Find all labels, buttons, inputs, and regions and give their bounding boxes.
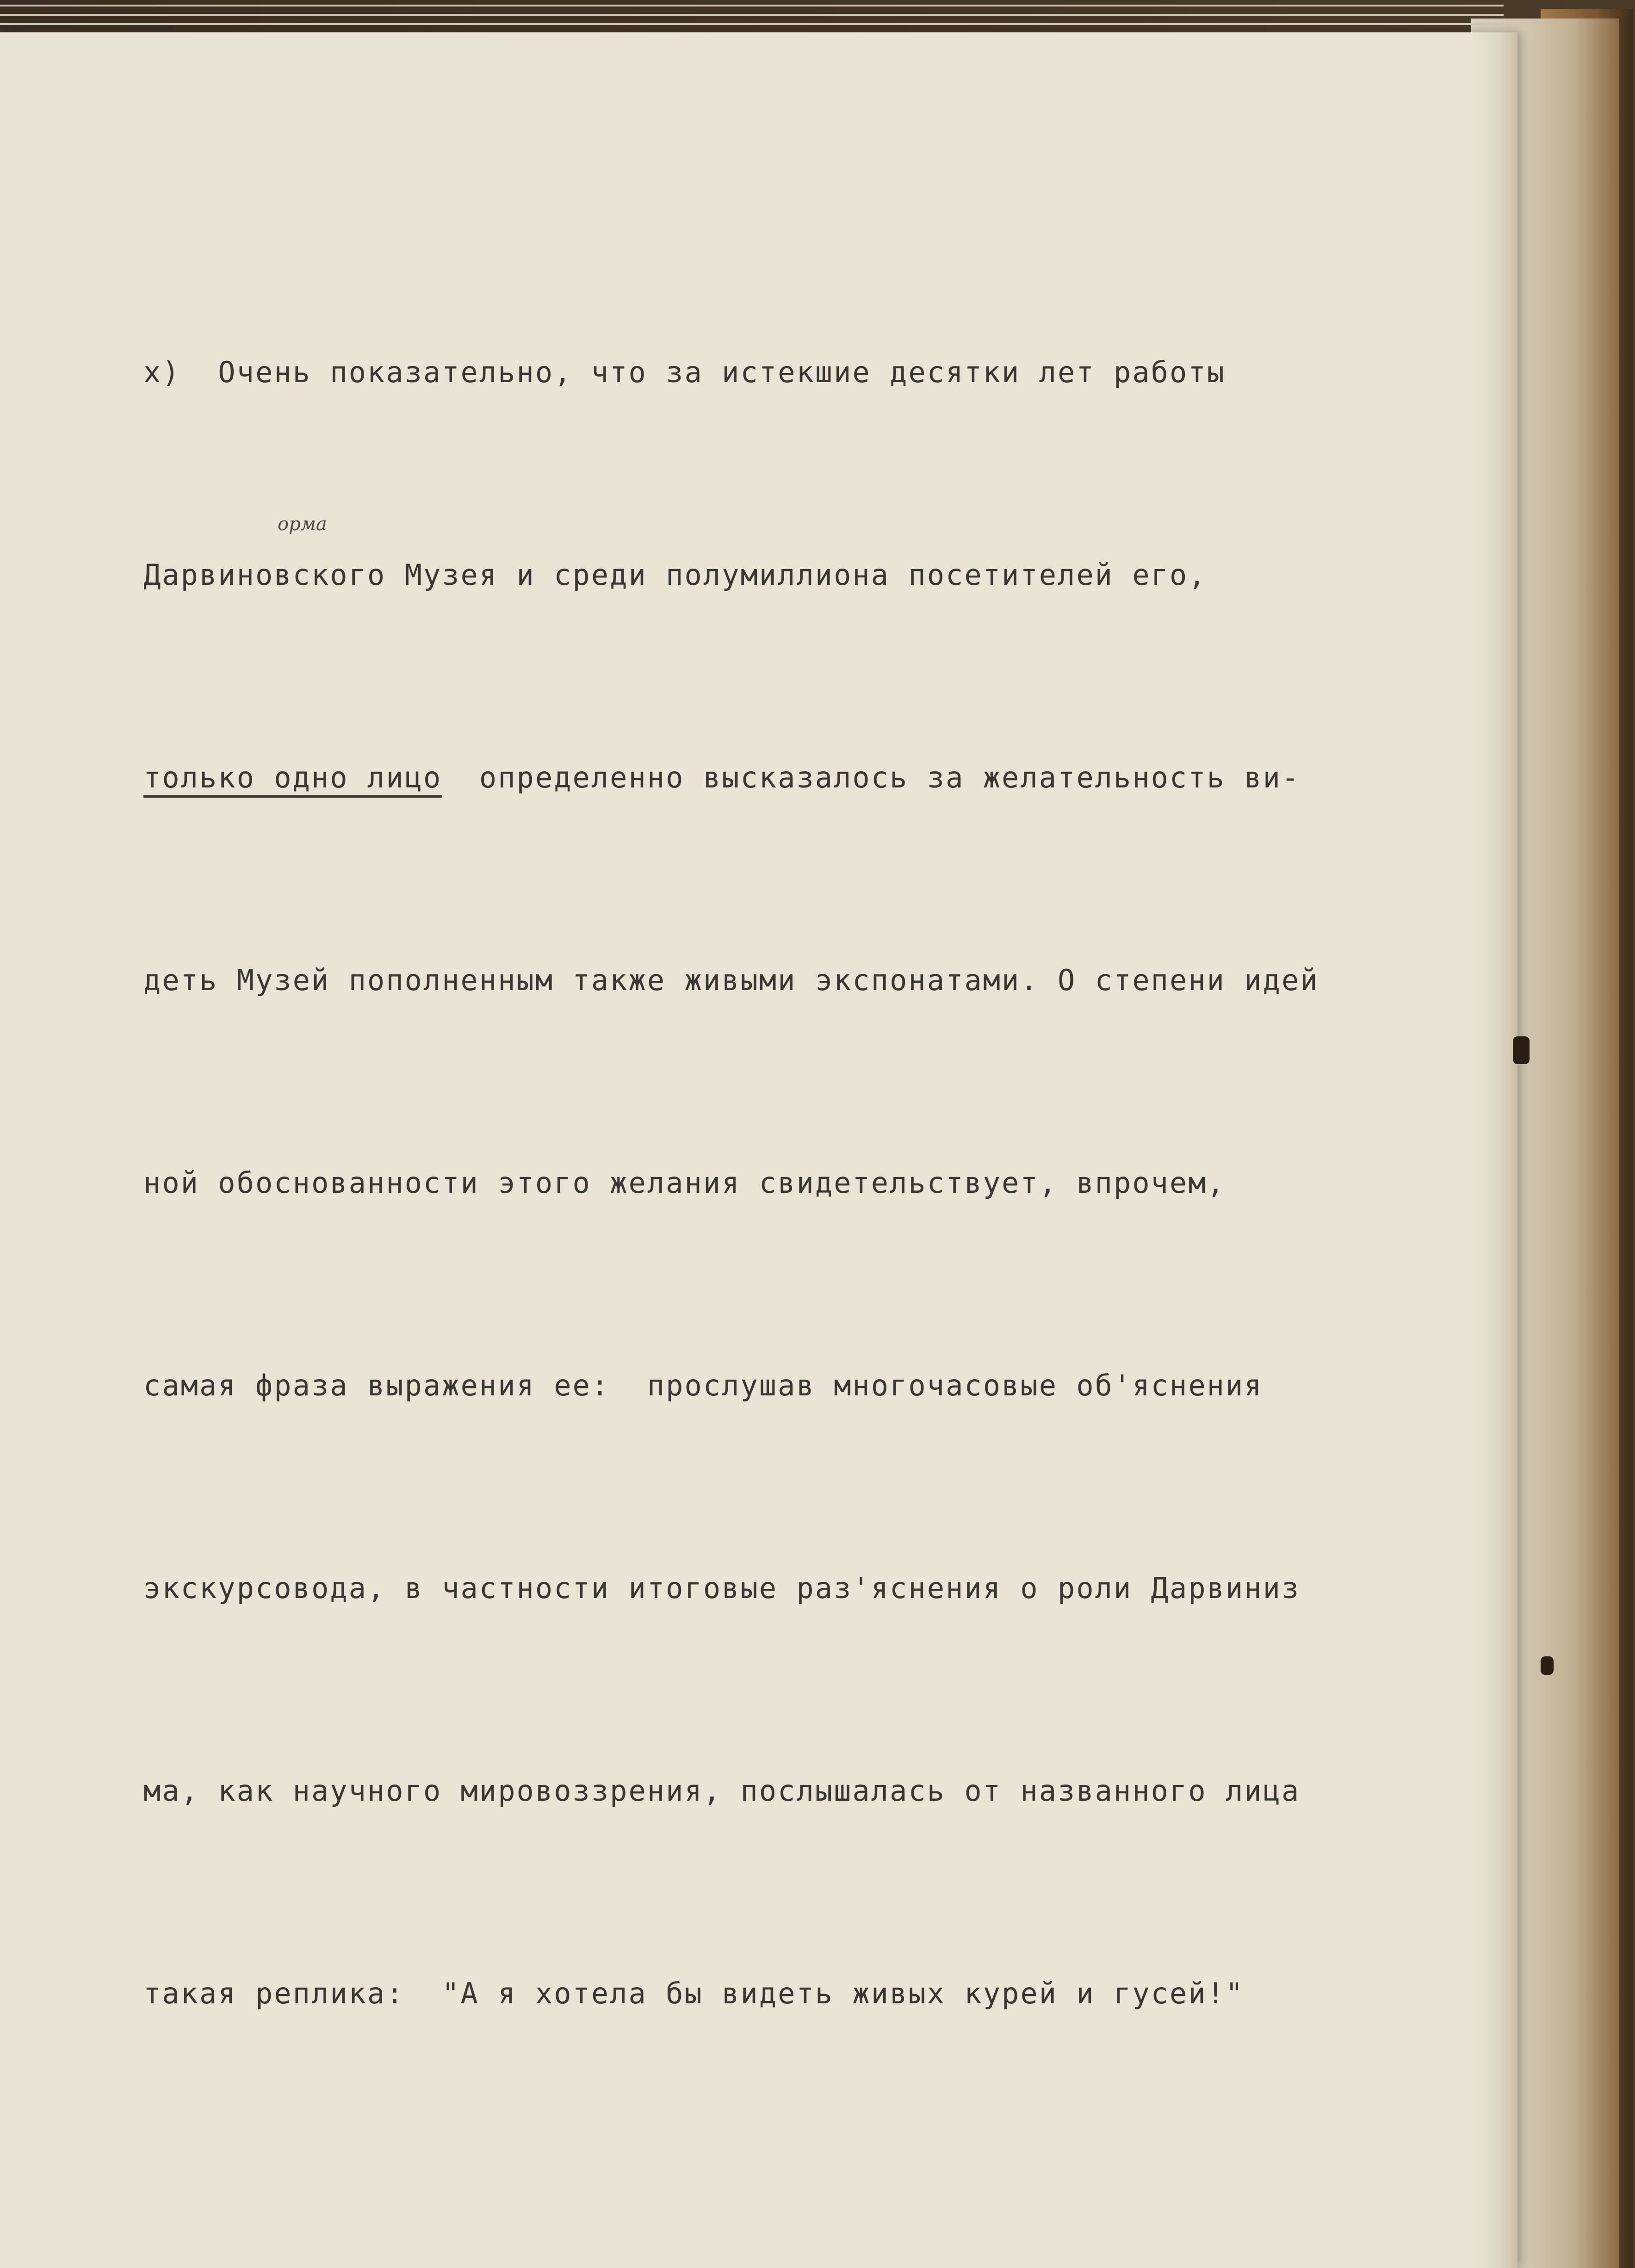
typewritten-text: [143, 204, 1485, 2163]
text-line-4: деть Музей пополненным также живыми экспонатами. О степени идей: [143, 963, 1319, 997]
text-line-6: самая фраза выражения ее: прослушав многочасовые об'яснения: [143, 1369, 1263, 1402]
typewritten-page: [0, 32, 1517, 2268]
text-line-8: ма, как научного мировоззрения, послышалась от названного лица: [143, 1774, 1301, 1808]
text-line-1: х) Очень показательно, что за истекшие десятки лет работы: [143, 355, 1226, 389]
text-line-7: экскурсовода, в частности итоговые раз'яснения о роли Дарвиниз: [143, 1571, 1301, 1605]
binding-hole: [1513, 1036, 1530, 1064]
text-line-5: ной обоснованности этого желания свидетельствует, впрочем,: [143, 1166, 1226, 1200]
page-stack-line: [0, 5, 1504, 6]
handwritten-correction: орма: [278, 514, 327, 535]
text-line-9: такая реплика: "А я хотела бы видеть живых курей и гусей!": [143, 1977, 1245, 2010]
text-line-3-rest: определенно высказалось за желательность ви-: [442, 761, 1301, 794]
underlined-phrase: только одно лицо: [143, 761, 442, 798]
page-stack-line: [0, 14, 1504, 16]
binding-hole: [1541, 1656, 1554, 1675]
page-stack-line: [0, 23, 1504, 25]
text-line-2: Дарвиновского Музея и среди полумиллиона посетителей его,: [143, 558, 1207, 592]
text-line-3: [143, 744, 1485, 812]
